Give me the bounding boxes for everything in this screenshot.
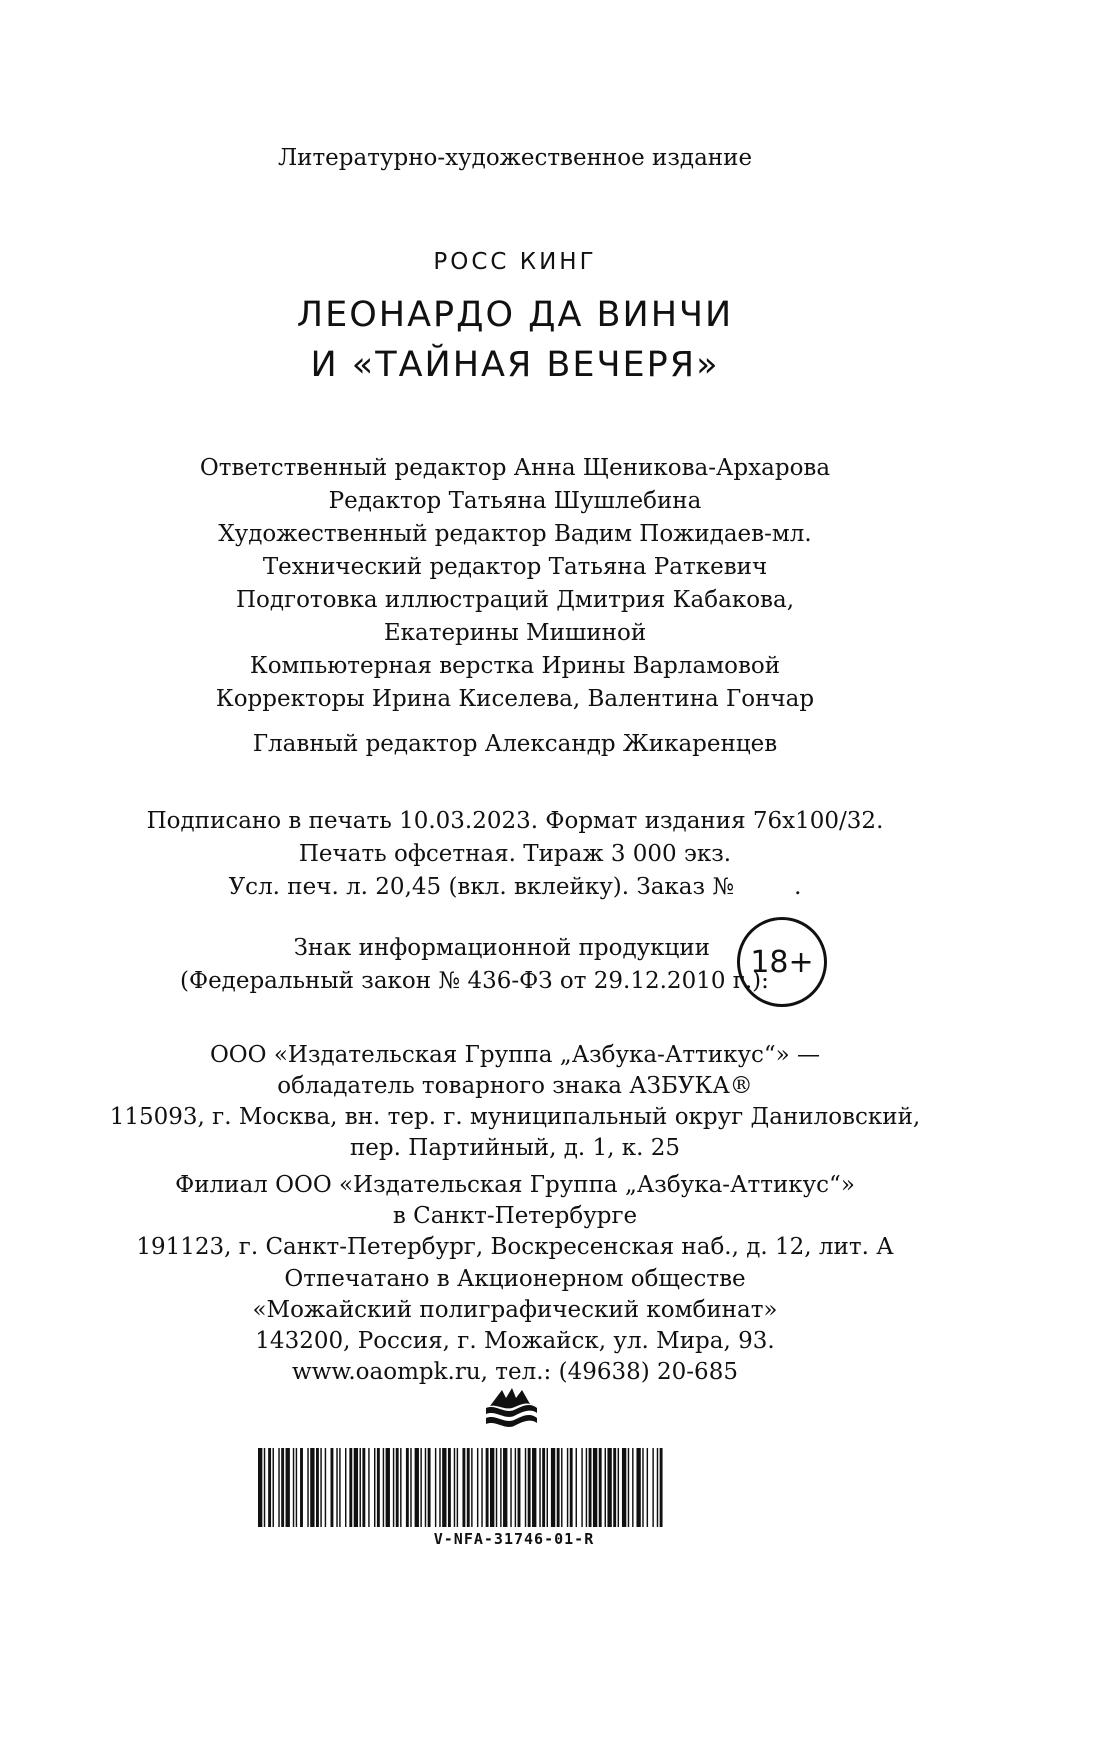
barcode-bar (345, 1448, 346, 1527)
barcode-bar (525, 1448, 526, 1527)
barcode-bar (273, 1448, 274, 1527)
age-rating-badge (737, 917, 827, 1007)
barcode-bar (281, 1448, 284, 1527)
barcode-bar (462, 1448, 465, 1527)
barcode-bar (410, 1448, 411, 1527)
barcode-bar (490, 1448, 494, 1527)
barcode-bar (515, 1448, 516, 1527)
barcode-bar (386, 1448, 390, 1527)
age-rating-text: 18+ (750, 944, 814, 980)
barcode-bar (331, 1448, 334, 1527)
credit-line: Редактор Татьяна Шушлебина (328, 488, 702, 514)
barcode-bar (325, 1448, 326, 1527)
barcode-bar (428, 1448, 431, 1527)
barcode-bar (377, 1448, 380, 1527)
barcode-bar (551, 1448, 555, 1527)
barcode-bar (613, 1448, 616, 1527)
publisher-line: ООО «Издательская Группа „Азбука-Аттикус“» — (209, 1042, 821, 1068)
barcode-bar (454, 1448, 455, 1527)
barcode-bar (316, 1448, 319, 1527)
barcode-bar (415, 1448, 419, 1527)
barcode-bar (360, 1448, 361, 1527)
publisher-line: обладатель товарного знака АЗБУКА® (277, 1073, 753, 1099)
barcode-bar (439, 1448, 440, 1527)
barcode-bar (570, 1448, 573, 1527)
barcode-bar (339, 1448, 340, 1527)
order-number-label: Усл. печ. л. 20,45 (вкл. вклейку). Заказ № (228, 874, 735, 900)
barcode-bar (618, 1448, 619, 1527)
credit-line: Корректоры Ирина Киселева, Валентина Гончар (215, 686, 815, 712)
barcode-bar (481, 1448, 482, 1527)
printer-line: «Можайский полиграфический комбинат» (252, 1297, 778, 1323)
barcode-bar (477, 1448, 478, 1527)
barcode-bar (471, 1448, 472, 1527)
barcode-bar (567, 1448, 568, 1527)
barcode-bar (336, 1448, 337, 1527)
print-info-line-1: Подписано в печать 10.03.2023. Формат издания 76x100/32. (146, 808, 884, 834)
barcode-bar (300, 1448, 303, 1527)
publisher-line: 115093, г. Москва, вн. тер. г. муниципальный округ Даниловский, (109, 1104, 921, 1130)
barcode-icon (258, 1448, 770, 1527)
branch-line: Филиал ООО «Издательская Группа „Азбука-Аттикус“» (175, 1172, 855, 1198)
barcode-bar (581, 1448, 582, 1527)
author-name (0, 246, 1030, 278)
barcode-bar (496, 1448, 497, 1527)
branch-line: в Санкт-Петербурге (392, 1203, 638, 1229)
barcode-bar (286, 1448, 290, 1527)
chief-editor (0, 728, 1030, 761)
printer-line: www.oaompk.ru, тел.: (49638) 20-685 (292, 1359, 738, 1385)
barcode-bar (605, 1448, 606, 1527)
barcode-bar (448, 1448, 451, 1527)
barcode-bar (528, 1448, 531, 1527)
print-info-line-3 (0, 871, 1030, 904)
barcode-bar (278, 1448, 279, 1527)
barcode-bar (547, 1448, 548, 1527)
barcode-bar (539, 1448, 540, 1527)
barcode-bar (368, 1448, 369, 1527)
credit-line: Художественный редактор Вадим Пожидаев-мл. (218, 521, 812, 547)
book-title-line-2: И «ТАЙНАЯ ВЕЧЕРЯ» (310, 345, 720, 385)
credit-line: Компьютерная верстка Ирины Варламовой (249, 653, 781, 679)
barcode-bar (268, 1448, 271, 1527)
barcode-bar (457, 1448, 458, 1527)
info-product-line-2: (Федеральный закон № 436-ФЗ от 29.12.2010 г.): (180, 968, 769, 994)
book-title (0, 290, 1030, 390)
barcode-bar (264, 1448, 265, 1527)
printer-line: Отпечатано в Акционерном обществе (284, 1266, 746, 1292)
printer-info (0, 1264, 1030, 1388)
publisher-line: пер. Партийный, д. 1, к. 25 (349, 1135, 681, 1161)
barcode-bar (557, 1448, 560, 1527)
barcode-bar (622, 1448, 626, 1527)
barcode-bar (518, 1448, 521, 1527)
credit-line: Технический редактор Татьяна Раткевич (262, 554, 768, 580)
barcode-bar (576, 1448, 577, 1527)
barcode-bar (320, 1448, 321, 1527)
printing-plant-logo-icon (484, 1386, 539, 1431)
barcode-bar (586, 1448, 587, 1527)
barcode-bar (593, 1448, 597, 1527)
barcode-bar (607, 1448, 611, 1527)
barcode-bar (354, 1448, 358, 1527)
barcode-bar (642, 1448, 643, 1527)
barcode-bar (435, 1448, 436, 1527)
author-name-text: РОСС КИНГ (433, 249, 597, 275)
barcode-bar (420, 1448, 421, 1527)
edition-type (0, 142, 1030, 174)
barcode-bar (657, 1448, 658, 1527)
credits-list (0, 452, 1030, 716)
branch-info (0, 1170, 1030, 1263)
barcode-bar (406, 1448, 409, 1527)
barcode-bar (647, 1448, 648, 1527)
barcode-bar (660, 1448, 663, 1527)
barcode-bar (628, 1448, 629, 1527)
info-product-line-1: Знак информационной продукции (293, 935, 710, 961)
credit-line: Подготовка иллюстраций Дмитрия Кабакова, (235, 587, 795, 613)
barcode-bar (393, 1448, 394, 1527)
print-info-line-2: Печать офсетная. Тираж 3 000 экз. (298, 841, 732, 867)
barcode-bar (652, 1448, 653, 1527)
edition-type-text: Литературно-художественное издание (277, 145, 753, 171)
publisher-info (0, 1040, 1030, 1164)
credit-line: Екатерины Мишиной (383, 620, 647, 646)
barcode-bar (486, 1448, 489, 1527)
order-number-end: . (794, 874, 802, 900)
barcode-code: V-NFA-31746-01-R (433, 1530, 595, 1548)
barcode-bar (636, 1448, 640, 1527)
barcode-bar (307, 1448, 308, 1527)
info-product-notice (180, 932, 769, 998)
barcode-bar (442, 1448, 446, 1527)
book-title-line-1: ЛЕОНАРДО ДА ВИНЧИ (296, 295, 734, 335)
barcode-bar (561, 1448, 562, 1527)
barcode-bar (510, 1448, 511, 1527)
credit-line: Ответственный редактор Анна Щеникова-Архарова (199, 455, 831, 481)
branch-line: 191123, г. Санкт-Петербург, Воскресенская наб., д. 12, лит. А (136, 1234, 894, 1260)
barcode-bar (632, 1448, 633, 1527)
barcode-bar (374, 1448, 375, 1527)
barcode-bar (258, 1448, 262, 1527)
barcode-bar (310, 1448, 314, 1527)
chief-editor-text: Главный редактор Александр Жикаренцев (252, 731, 778, 757)
barcode-bar (599, 1448, 602, 1527)
barcode-bar (500, 1448, 501, 1527)
barcode-bar (542, 1448, 545, 1527)
barcode-bar (296, 1448, 297, 1527)
barcode-bar (425, 1448, 426, 1527)
barcode-bar (349, 1448, 352, 1527)
print-info (0, 805, 1030, 904)
printer-line: 143200, Россия, г. Можайск, ул. Мира, 93. (255, 1328, 775, 1354)
barcode-bar (532, 1448, 536, 1527)
barcode-bar (293, 1448, 294, 1527)
barcode-bar (396, 1448, 399, 1527)
barcode-bar (362, 1448, 365, 1527)
barcode-bar (503, 1448, 507, 1527)
barcode-bar (467, 1448, 470, 1527)
barcode-bar (400, 1448, 401, 1527)
barcode-bar (589, 1448, 592, 1527)
barcode-bar (383, 1448, 384, 1527)
